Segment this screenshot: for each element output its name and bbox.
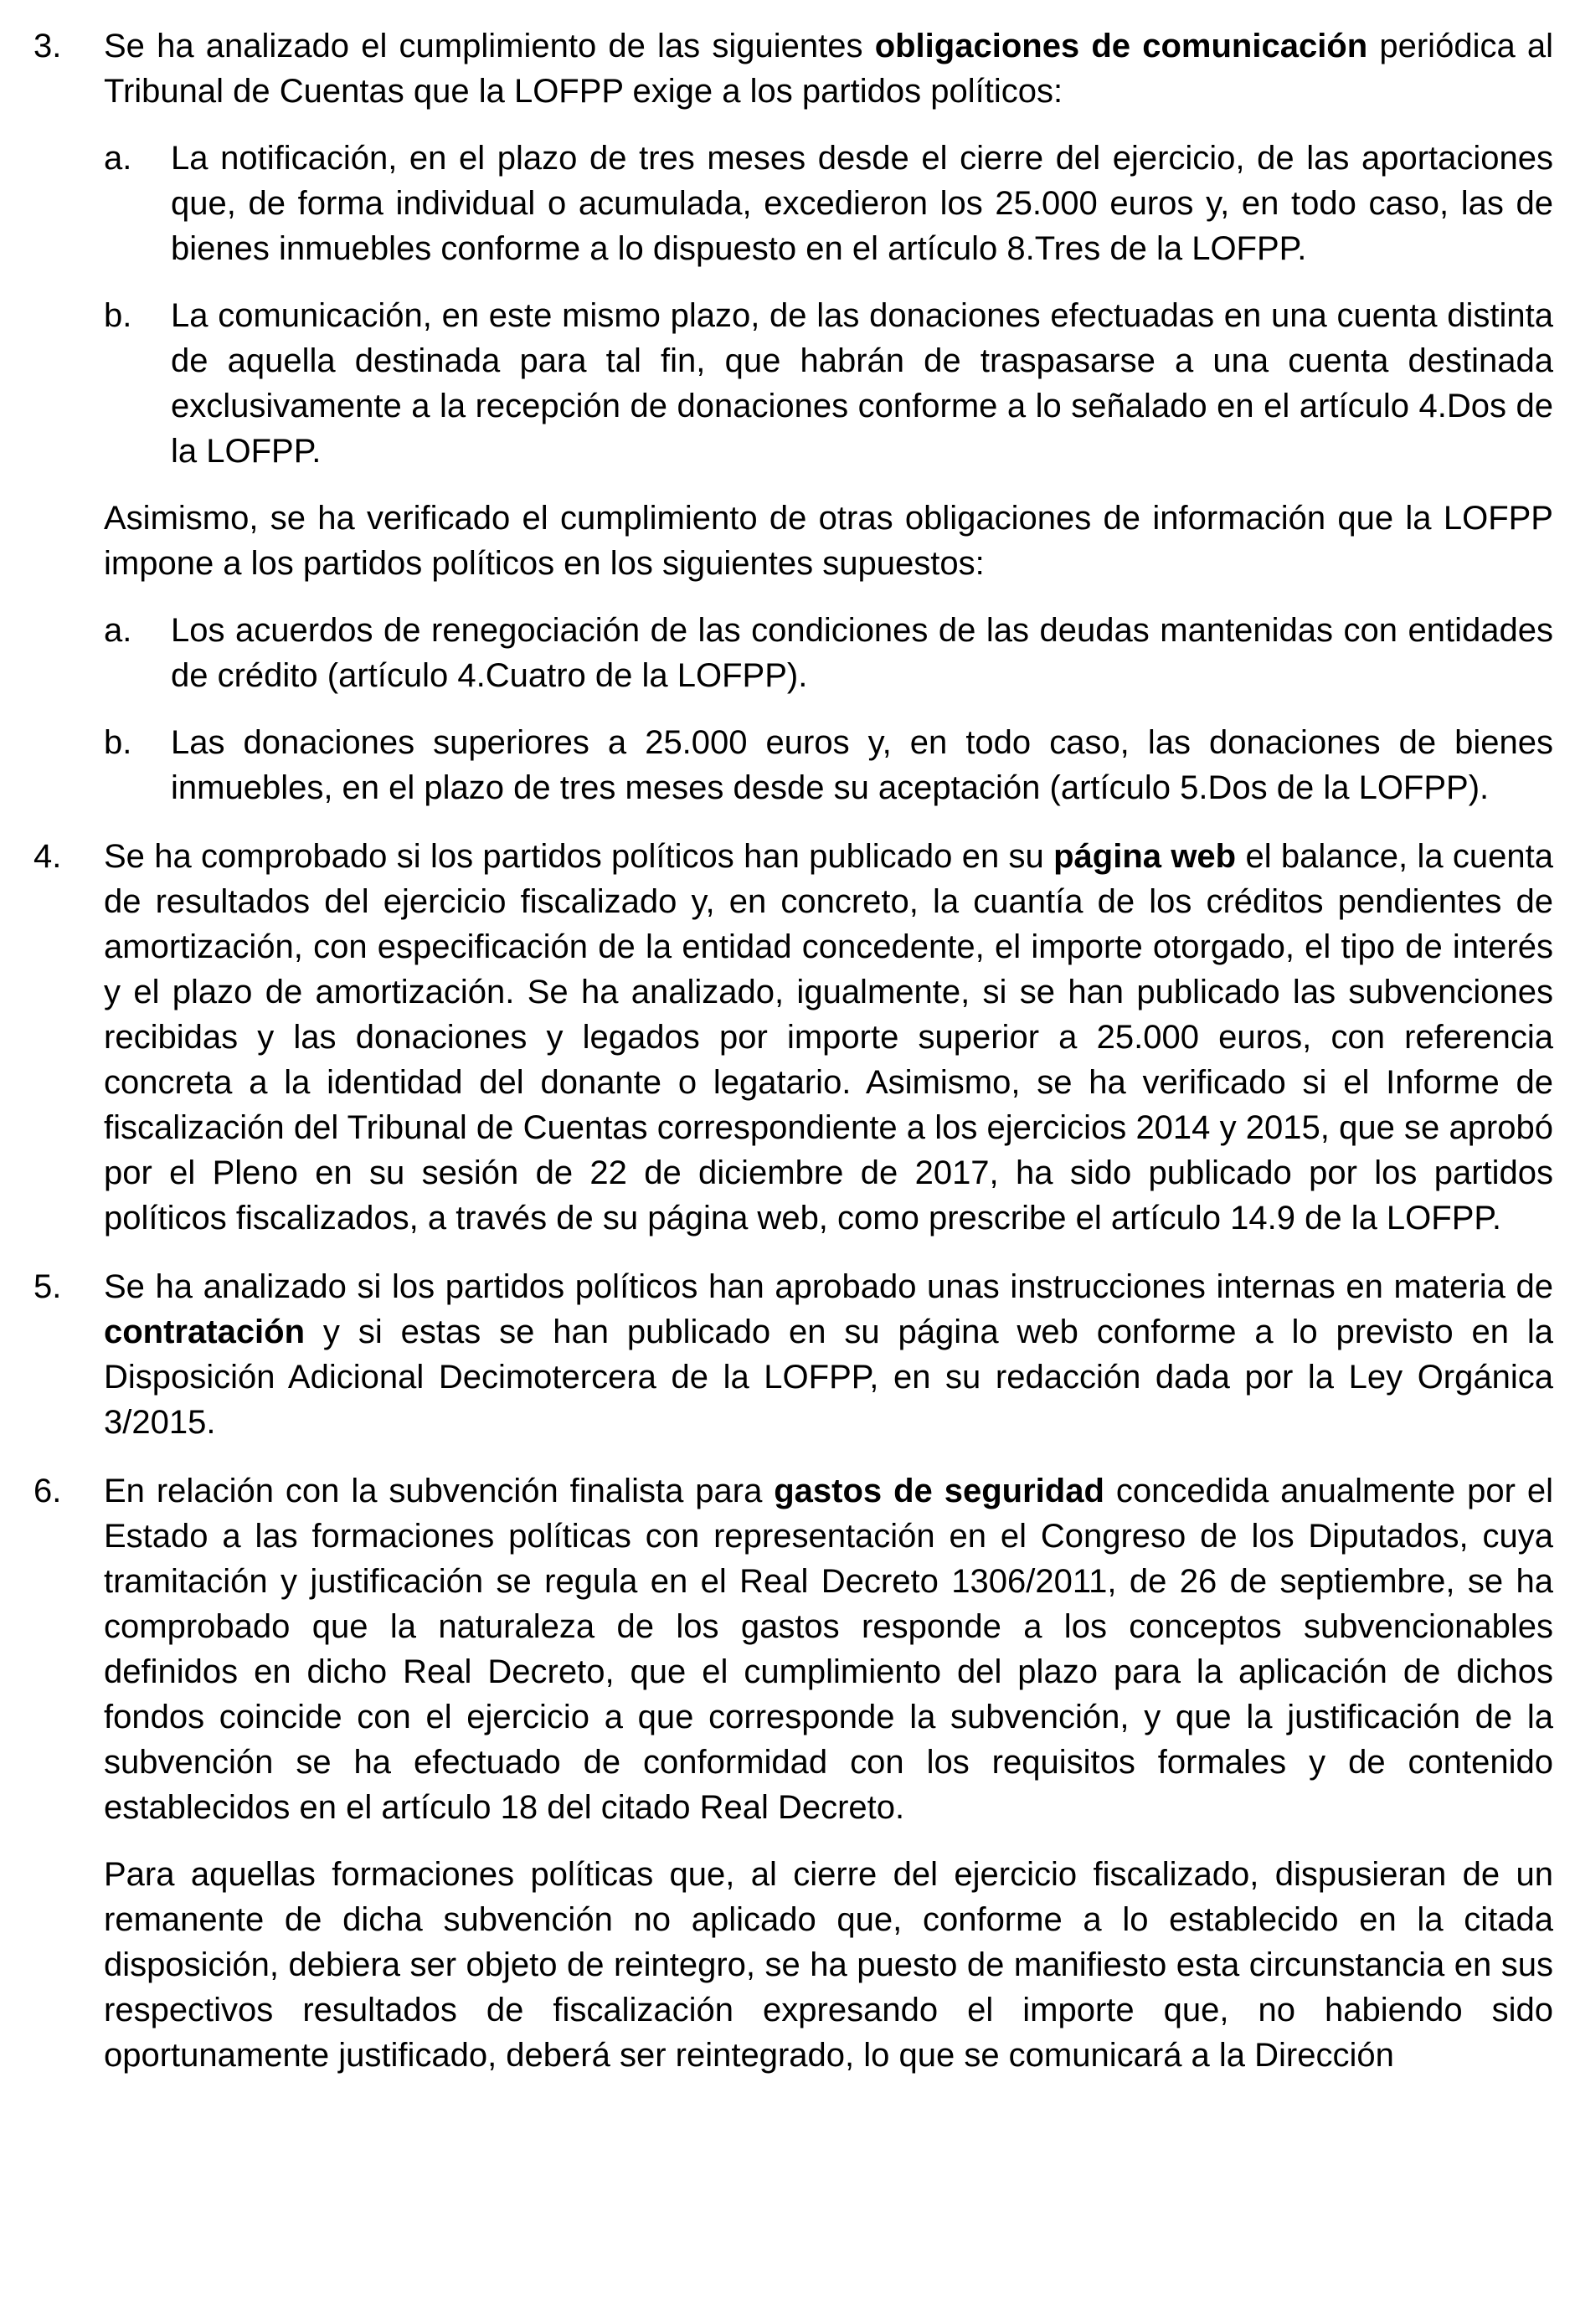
sublist-label: b. <box>104 297 132 334</box>
list-item-5 <box>33 1264 1553 1445</box>
sublist-item <box>104 720 1553 810</box>
list-item-4 <box>33 834 1553 1241</box>
bold-term: obligaciones de comunicación <box>874 28 1368 64</box>
paragraph: Asimismo, se ha verificado el cumplimiento de otras obligaciones de información que la LOFPP impone a los partidos políticos en los siguientes supuestos: <box>104 500 1553 582</box>
paragraph: En relación con la subvención finalista para gastos de seguridad concedida anualmente por el Estado a las formaciones políticas con representación en el Congreso de los Diputados, cuya tramitación y justificación se regula en el Real Decreto 1306/2011, de 26 de septiembre, se ha comprobado que la naturaleza de los gastos responde a los conceptos subvencionables definidos en dicho Real Decreto, que el cumplimiento del plazo para la aplicación de dichos fondos coincide con el ejercicio a que corresponde la subvención, y que la justificación de la subvención se ha efectuado de conformidad con los requisitos formales y de contenido establecidos en el artículo 18 del citado Real Decreto. <box>104 1473 1553 1826</box>
sublist-item <box>104 136 1553 271</box>
paragraph: Se ha analizado el cumplimiento de las siguientes obligaciones de comunicación periódica al Tribunal de Cuentas que la LOFPP exige a los partidos políticos: <box>104 28 1554 110</box>
sublist <box>104 136 1553 474</box>
sublist-text: Las donaciones superiores a 25.000 euros y, en todo caso, las donaciones de bienes inmuebles, en el plazo de tres meses desde su aceptación (artículo 5.Dos de la LOFPP). <box>171 724 1553 806</box>
paragraph: Se ha comprobado si los partidos políticos han publicado en su página web el balance, la cuenta de resultados del ejercicio fiscalizado y, en concreto, la cuantía de los créditos pendientes de amortización, con especificación de la entidad concedente, el importe otorgado, el tipo de interés y el plazo de amortización. Se ha analizado, igualmente, si se han publicado las subvenciones recibidas y las donaciones y legados por importe superior a 25.000 euros, con referencia concreta a la identidad del donante o legatario. Asimismo, se ha verificado si el Informe de fiscalización del Tribunal de Cuentas correspondiente a los ejercicios 2014 y 2015, que se aprobó por el Pleno en su sesión de 22 de diciembre de 2017, ha sido publicado por los partidos políticos fiscalizados, a través de su página web, como prescribe el artículo 14.9 de la LOFPP. <box>104 838 1553 1237</box>
sublist-label: b. <box>104 724 132 761</box>
sublist-item <box>104 293 1553 474</box>
sublist-text: La comunicación, en este mismo plazo, de las donaciones efectuadas en una cuenta distinta de aquella destinada para tal fin, que habrán de traspasarse a una cuenta destinada exclusivamente a la recepción de donaciones conforme a lo señalado en el artículo 4.Dos de la LOFPP. <box>171 297 1553 470</box>
bold-term: gastos de seguridad <box>774 1473 1104 1509</box>
bold-term: página web <box>1053 838 1237 875</box>
bold-term: contratación <box>104 1314 306 1350</box>
list-item-3 <box>33 23 1553 810</box>
paragraph: Se ha analizado si los partidos políticos han aprobado unas instrucciones internas en materia de contratación y si estas se han publicado en su página web conforme a lo previsto en la Disposición Adicional Decimotercera de la LOFPP, en su redacción dada por la Ley Orgánica 3/2015. <box>104 1268 1553 1441</box>
sublist-label: a. <box>104 612 132 649</box>
item-number: 5. <box>33 1268 62 1305</box>
sublist-label: a. <box>104 140 132 177</box>
sublist-text: La notificación, en el plazo de tres meses desde el cierre del ejercicio, de las aportaciones que, de forma individual o acumulada, excedieron los 25.000 euros y, en todo caso, las de bienes inmuebles conforme a lo dispuesto en el artículo 8.Tres de la LOFPP. <box>171 140 1553 267</box>
item-number: 4. <box>33 838 62 875</box>
list-item-6 <box>33 1468 1553 2078</box>
paragraph: Para aquellas formaciones políticas que, al cierre del ejercicio fiscalizado, dispusieran de un remanente de dicha subvención no aplicado que, conforme a lo establecido en la citada disposición, debiera ser objeto de reintegro, se ha puesto de manifiesto esta circunstancia en sus respectivos resultados de fiscalización expresando el importe que, no habiendo sido oportunamente justificado, deberá ser reintegrado, lo que se comunicará a la Dirección <box>104 1856 1553 2074</box>
item-number: 3. <box>33 28 62 64</box>
item-number: 6. <box>33 1473 62 1509</box>
sublist-text: Los acuerdos de renegociación de las condiciones de las deudas mantenidas con entidades de crédito (artículo 4.Cuatro de la LOFPP). <box>171 612 1553 694</box>
document-page <box>33 23 1553 2101</box>
sublist <box>104 608 1553 810</box>
sublist-item <box>104 608 1553 698</box>
